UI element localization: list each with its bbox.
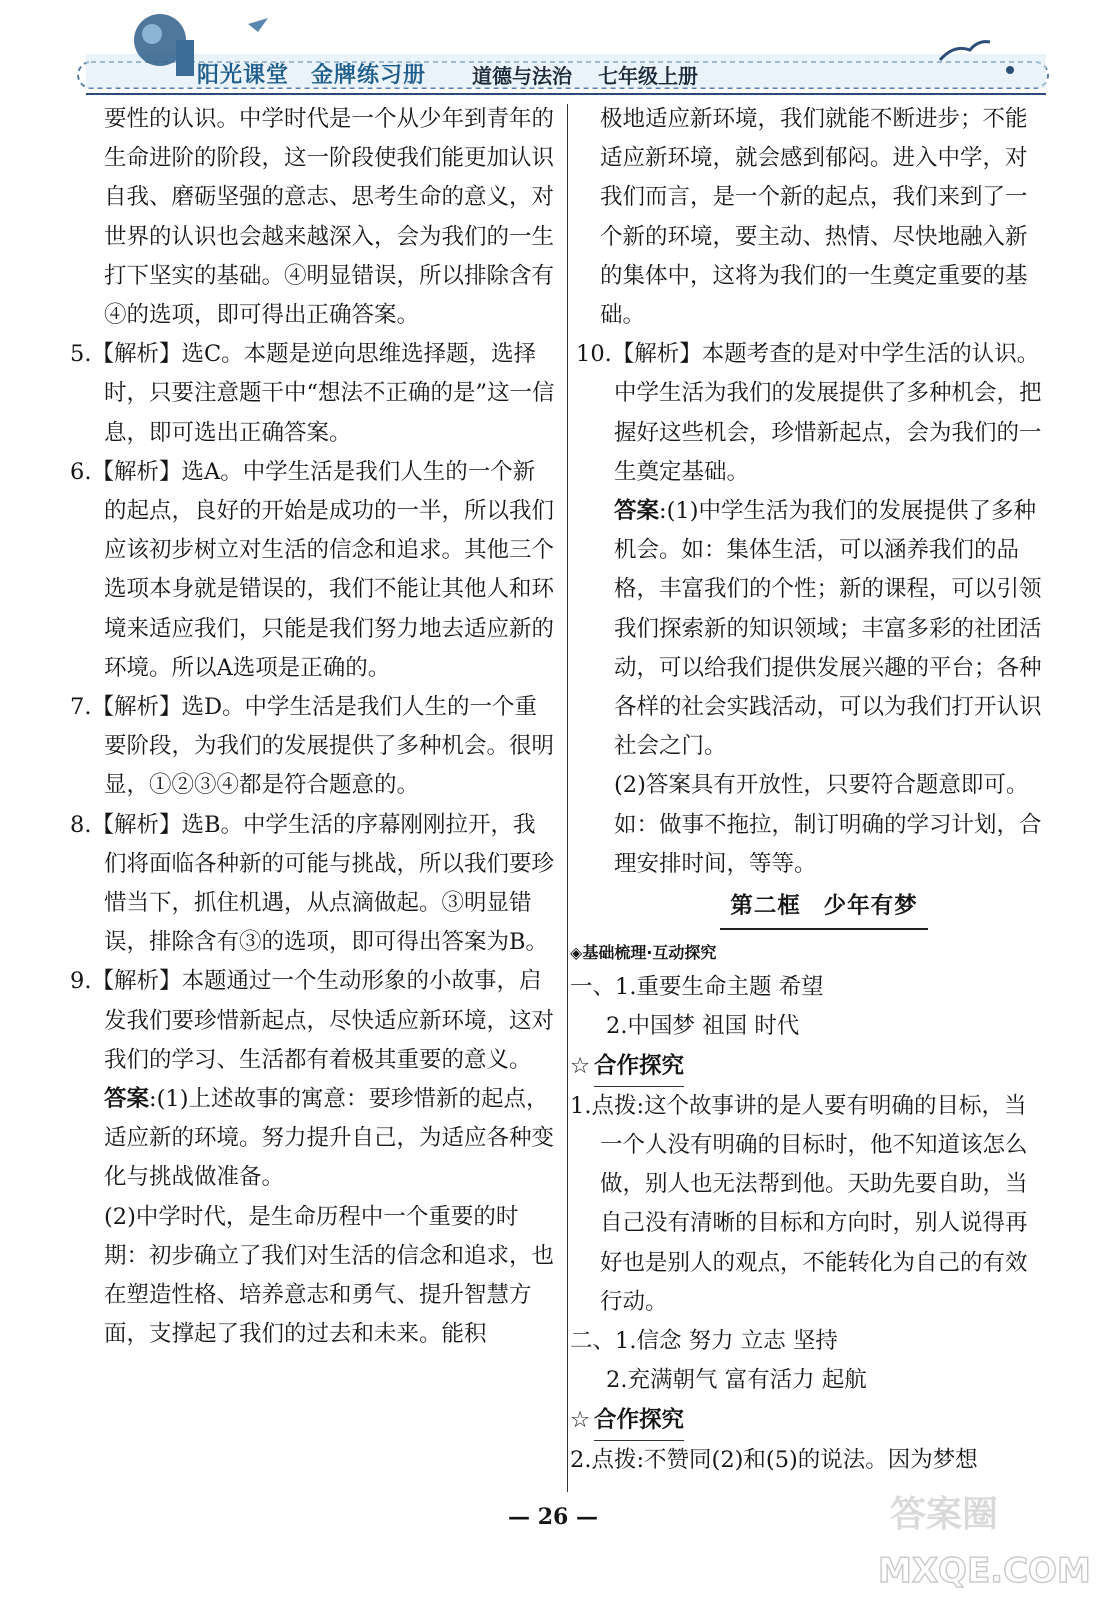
q8-explanation: 8.【解析】选B。中学生活的序幕刚刚拉开，我们将面临各种新的可能与挑战，所以我们要珍惜当下，抓住机遇，从点滴做起。③明显错误，排除含有③的选项，即可得出答案为B。: [70, 811, 555, 956]
q9-answer-part2: (2)中学时代，是生命历程中一个重要的时期：初步确立了我们对生活的信念和追求，也在塑造性格、培养意志和勇气、提升智慧方面，支撑起了我们的过去和未来。能积: [104, 1203, 555, 1348]
page-header: [0, 0, 1106, 100]
q10-explanation: 10.【解析】本题考查的是对中学生活的认识。中学生活为我们的发展提供了多种机会，把握好这些机会，珍惜新起点，会为我们的一生奠定基础。: [576, 341, 1042, 485]
brand-title: 阳光课堂 金牌练习册: [197, 63, 427, 88]
basics-item-1: 一、1.重要生命主题 希望: [570, 974, 824, 1001]
q5-explanation: 5.【解析】选C。本题是逆向思维选择题，选择时，只要注意题干中“想法不正确的是”这一信息，即可选出正确答案。: [70, 341, 555, 446]
coop-heading-1: ☆ 合作探究: [570, 1047, 1048, 1087]
q9-explanation: 9.【解析】本题通过一个生动形象的小故事，启发我们要珍惜新起点，尽快适应新环境，这对我们的学习、生活都有着极其重要的意义。: [70, 968, 555, 1073]
coop-heading-2: ☆ 合作探究: [570, 1401, 1048, 1441]
q7-explanation: 7.【解析】选D。中学生活是我们人生的一个重要阶段，为我们的发展提供了多种机会。很明显，①②③④都是符合题意的。: [70, 694, 555, 799]
q10-answer: 答案:(1)中学生活为我们的发展提供了多种机会。如：集体生活，可以涵养我们的品格，丰富我们的个性；新的课程，可以引领我们探索新的知识领域；丰富多彩的社团活动，可以给我们提供发展兴趣的平台；各种各样的社会实践活动，可以为我们打开认识社会之门。: [614, 498, 1042, 760]
star-icon: ☆: [570, 1053, 591, 1080]
basics-item-2: 2.中国梦 祖国 时代: [606, 1013, 800, 1040]
basics-heading: ◈基础梳理·互动探究: [570, 943, 717, 963]
watermark-logo: [870, 1478, 1100, 1598]
subject-title: 道德与法治 七年级上册: [472, 64, 698, 88]
coop-item-1: 1.点拨:这个故事讲的是人要有明确的目标，当一个人没有明确的目标时，他不知道该怎么做，别人也无法帮到他。天助先要自助，当自己没有清晰的目标和方向时，别人说得再好也是别人的观点，不能转化为自己的有效行动。: [570, 1092, 1028, 1315]
q4-continuation: 要性的认识。中学时代是一个从少年到青年的生命进阶的阶段，这一阶段使我们能更加认识自我、磨砺坚强的意志、思考生命的意义，对世界的认识也会越来越深入，会为我们的一生打下坚实的基础。④明显错误，所以排除含有④的选项，即可得出正确答案。: [104, 106, 555, 329]
right-column: [570, 100, 1048, 1480]
q6-explanation: 6.【解析】选A。中学生活是我们人生的一个新的起点，良好的开始是成功的一半，所以我们应该初步树立对生活的信念和追求。其他三个选项本身就是错误的，我们不能让其他人和环境来适应我们，只能是我们努力地去适应新的环境。所以A选项是正确的。: [70, 458, 555, 681]
q9-answer-continuation: 极地适应新环境，我们就能不断进步；不能适应新环境，就会感到郁闷。进入中学，对我们而言，是一个新的起点，我们来到了一个新的环境，要主动、热情、尽快地融入新的集体中，这将为我们的一生奠定重要的基础。: [600, 106, 1028, 329]
basics-item-3: 二、1.信念 努力 立志 坚持: [570, 1328, 838, 1355]
left-column: [70, 100, 556, 1355]
star-icon: ☆: [570, 1407, 591, 1433]
svg-text:MXQE.COM: MXQE.COM: [878, 1551, 1091, 1591]
q10-answer-part2: (2)答案具有开放性，只要符合题意即可。如：做事不拖拉，制订明确的学习计划，合理安排时间，等等。: [614, 772, 1042, 877]
paper-plane-icon: [248, 18, 268, 32]
q9-answer: 答案:(1)上述故事的寓意：要珍惜新的起点，适应新的环境。努力提升自己，为适应各种变化与挑战做准备。: [104, 1086, 555, 1191]
basics-item-4: 2.充满朝气 富有活力 起航: [606, 1367, 867, 1394]
telescope-icon: [176, 40, 194, 76]
section-title: 第二框 少年有梦: [600, 887, 1048, 930]
page-number: — 26 —: [508, 1504, 598, 1530]
column-divider: [567, 104, 568, 1492]
diamond-icon: ◈: [570, 943, 583, 963]
coop-item-2: 2.点拨:不赞同(2)和(5)的说法。因为梦想: [570, 1446, 978, 1473]
svg-text:答案圈: 答案圈: [890, 1494, 999, 1535]
